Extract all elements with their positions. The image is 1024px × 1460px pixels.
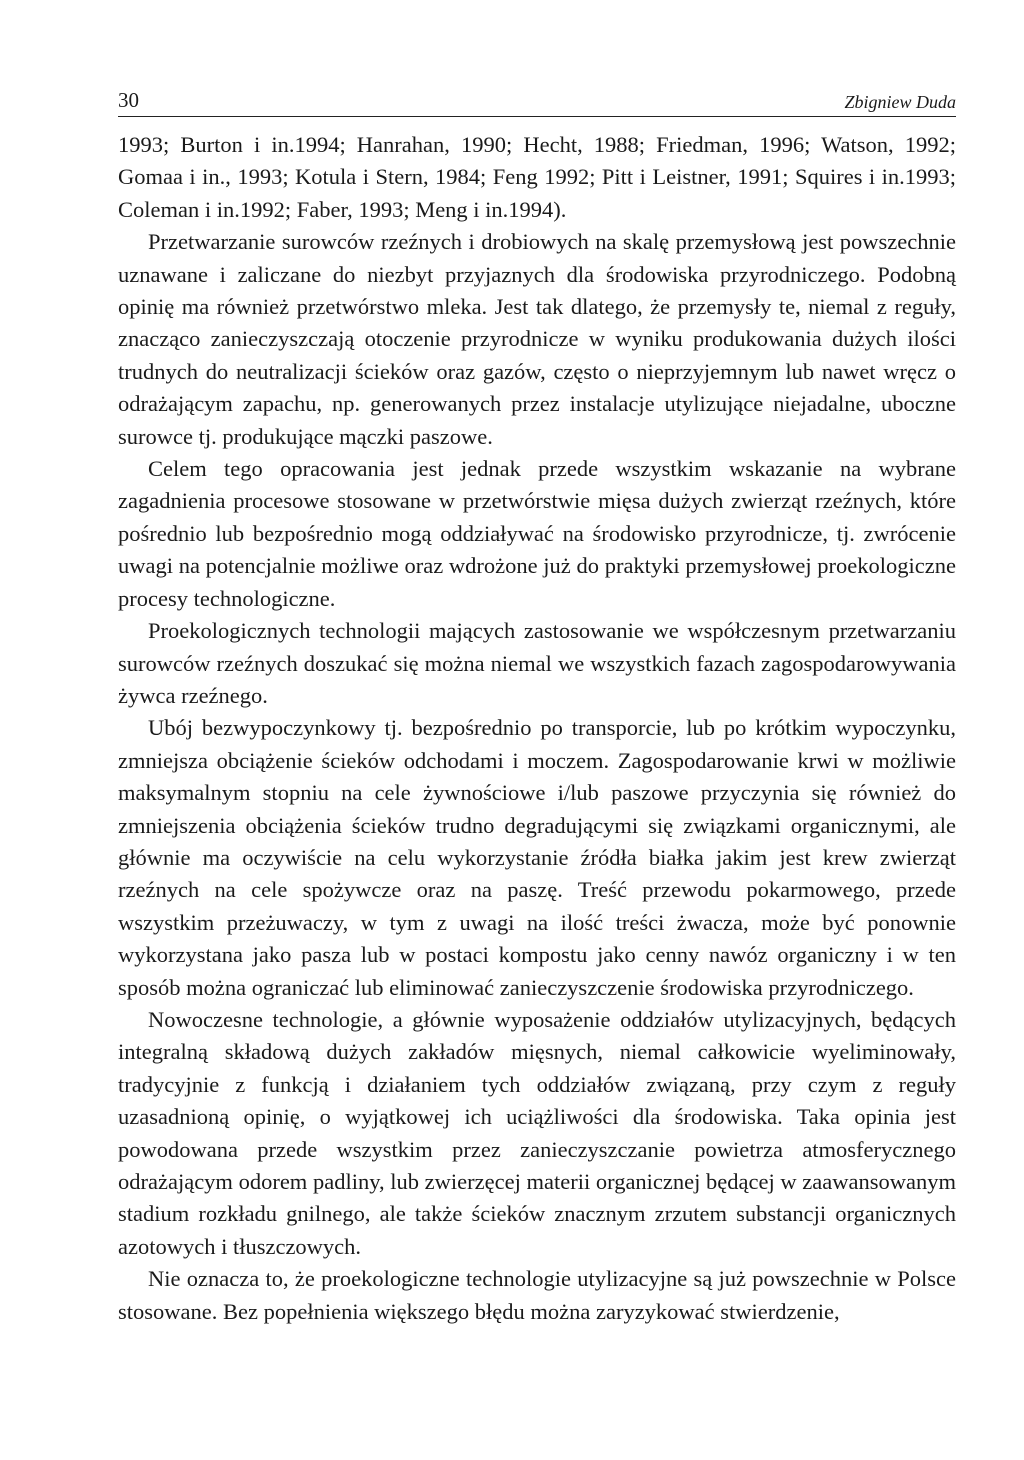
page xyxy=(118,0,956,1328)
paragraph-continuation: 1993; Burton i in.1994; Hanrahan, 1990; Hecht, 1988; Friedman, 1996; Watson, 1992; Gomaa i in., 1993; Kotula i Stern, 1984; Feng 1992; Pitt i Leistner, 1991; Squires i in.1993; Coleman i in.1992; Faber, 1993; Meng i in.1994). xyxy=(118,132,956,222)
paragraph: Proekologicznych technologii mających zastosowanie we współczesnym przetwarzaniu surowców rzeźnych doszukać się można niemal we wszystkich fazach zagospodarowywania żywca rzeźnego. xyxy=(118,618,956,708)
body-text xyxy=(118,129,956,1328)
paragraph: Celem tego opracowania jest jednak przede wszystkim wskazanie na wybrane zagadnienia procesowe stosowane w przetwórstwie mięsa dużych zwierząt rzeźnych, które pośrednio lub bezpośrednio mogą oddziaływać na środowisko przyrodnicze, tj. zwrócenie uwagi na potencjalnie możliwe oraz wdrożone już do praktyki przemysłowej proekologiczne procesy technologiczne. xyxy=(118,456,956,611)
paragraph: Ubój bezwypoczynkowy tj. bezpośrednio po transporcie, lub po krótkim wypoczynku, zmniejsza obciążenie ścieków odchodami i moczem. Zagospodarowanie krwi w możliwie maksymalnym stopniu na cele żywnościowe i/lub paszowe przyczynia się również do zmniejszenia obciążenia ścieków trudno degradującymi się związkami organicznymi, ale głównie ma oczywiście na celu wykorzystanie źródła białka jakim jest krew zwierząt rzeźnych na cele spożywcze oraz na paszę. Treść przewodu pokarmowego, przede wszystkim przeżuwaczy, w tym z uwagi na ilość treści żwacza, może być ponownie wykorzystana jako pasza lub w postaci kompostu jako cenny nawóz organiczny i w ten sposób można ograniczać lub eliminować zanieczyszczenie środowiska przyrodniczego. xyxy=(118,715,956,1000)
page-number: 30 xyxy=(118,88,139,112)
paragraph: Przetwarzanie surowców rzeźnych i drobiowych na skalę przemysłową jest powszechnie uznawane i zaliczane do niezbyt przyjaznych dla środowiska przyrodniczego. Podobną opinię ma również przetwórstwo mleka. Jest tak dlatego, że przemysły te, niemal z reguły, znacząco zanieczyszczają otoczenie przyrodnicze w wyniku produkowania dużych ilości trudnych do neutralizacji ścieków oraz gazów, często o nieprzyjemnym lub nawet wręcz o odrażającym zapachu, np. generowanych przez instalacje utylizujące niejadalne, uboczne surowce tj. produkujące mączki paszowe. xyxy=(118,229,956,449)
page-header xyxy=(118,90,956,117)
paragraph: Nowoczesne technologie, a głównie wyposażenie oddziałów utylizacyjnych, będących integralną składową dużych zakładów mięsnych, niemal całkowicie wyeliminowały, tradycyjnie z funkcją i działaniem tych oddziałów związaną, przy czym z reguły uzasadnioną opinię, o wyjątkowej ich uciążliwości dla środowiska. Taka opinia jest powodowana przede wszystkim przez zanieczyszczanie powietrza atmosferycznego odrażającym odorem padliny, lub zwierzęcej materii organicznej będącej w zaawansowanym stadium rozkładu gnilnego, ale także ścieków znacznym zrzutem substancji organicznych azotowych i tłuszczowych. xyxy=(118,1006,956,1259)
paragraph: Nie oznacza to, że proekologiczne technologie utylizacyjne są już powszechnie w Polsce stosowane. Bez popełnienia większego błędu można zaryzykować stwierdzenie, xyxy=(118,1266,956,1324)
running-head-author: Zbigniew Duda xyxy=(844,92,956,112)
